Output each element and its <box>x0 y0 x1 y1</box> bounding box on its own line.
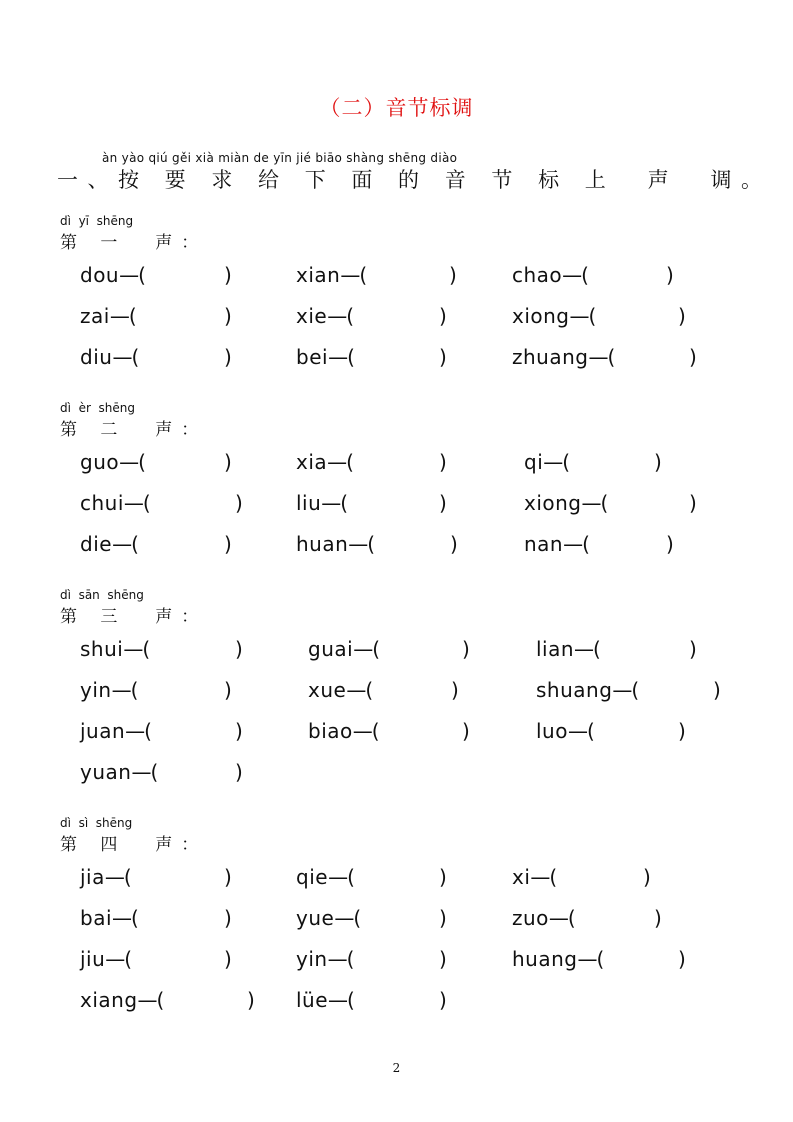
exercise-item[interactable]: bai—( ) <box>80 906 232 930</box>
section-3-label: 第 三 声： <box>60 607 208 627</box>
exercise-item[interactable]: shui—( ) <box>80 637 243 661</box>
section-4-label: 第 四 声： <box>60 835 208 855</box>
exercise-item[interactable]: bei—( ) <box>296 345 447 369</box>
exercise-item[interactable]: lian—( ) <box>536 637 697 661</box>
exercise-item[interactable]: huan—( ) <box>296 532 458 556</box>
exercise-item[interactable]: jiu—( ) <box>80 947 232 971</box>
exercise-item[interactable]: xiong—( ) <box>512 304 686 328</box>
section-3-pinyin: dì sān shēng <box>60 588 144 602</box>
exercise-item[interactable]: nan—( ) <box>524 532 674 556</box>
section-2-pinyin: dì èr shēng <box>60 401 135 415</box>
exercise-item[interactable]: xue—( ) <box>308 678 459 702</box>
exercise-item[interactable]: diu—( ) <box>80 345 232 369</box>
exercise-item[interactable]: die—( ) <box>80 532 232 556</box>
exercise-item[interactable]: biao—( ) <box>308 719 470 743</box>
exercise-item[interactable]: jia—( ) <box>80 865 232 889</box>
exercise-item[interactable]: xiong—( ) <box>524 491 697 515</box>
exercise-item[interactable]: zhuang—( ) <box>512 345 697 369</box>
instruction-pinyin: àn yào qiú gěi xià miàn de yīn jié biāo shàng shēng diào <box>102 151 458 165</box>
exercise-item[interactable]: yue—( ) <box>296 906 447 930</box>
exercise-item[interactable]: xian—( ) <box>296 263 457 287</box>
exercise-item[interactable]: dou—( ) <box>80 263 232 287</box>
exercise-item[interactable]: lüe—( ) <box>296 988 447 1012</box>
exercise-item[interactable]: zai—( ) <box>80 304 232 328</box>
exercise-item[interactable]: xia—( ) <box>296 450 447 474</box>
exercise-item[interactable]: chui—( ) <box>80 491 243 515</box>
exercise-item[interactable]: luo—( ) <box>536 719 686 743</box>
page-title: （二）音节标调 <box>319 96 474 120</box>
section-2-label: 第 二 声： <box>60 420 208 440</box>
exercise-item[interactable]: yin—( ) <box>80 678 232 702</box>
section-4-pinyin: dì sì shēng <box>60 816 133 830</box>
exercise-item[interactable]: shuang—( ) <box>536 678 721 702</box>
exercise-item[interactable]: guai—( ) <box>308 637 470 661</box>
exercise-item[interactable]: xiang—( ) <box>80 988 255 1012</box>
exercise-item[interactable]: juan—( ) <box>80 719 243 743</box>
exercise-item[interactable]: liu—( ) <box>296 491 447 515</box>
section-1-pinyin: dì yī shēng <box>60 214 134 228</box>
exercise-item[interactable]: huang—( ) <box>512 947 686 971</box>
exercise-item[interactable]: qie—( ) <box>296 865 447 889</box>
page-number: 2 <box>392 1061 401 1075</box>
instruction-text: 一、按 要 求 给 下 面 的 音 节 标 上 声 调。 <box>57 168 772 192</box>
exercise-item[interactable]: xie—( ) <box>296 304 447 328</box>
exercise-item[interactable]: chao—( ) <box>512 263 674 287</box>
exercise-item[interactable]: qi—( ) <box>524 450 662 474</box>
exercise-item[interactable]: xi—( ) <box>512 865 651 889</box>
exercise-item[interactable]: zuo—( ) <box>512 906 662 930</box>
exercise-item[interactable]: yin—( ) <box>296 947 447 971</box>
exercise-item[interactable]: guo—( ) <box>80 450 232 474</box>
exercise-item[interactable]: yuan—( ) <box>80 760 243 784</box>
section-1-label: 第 一 声： <box>60 233 208 253</box>
